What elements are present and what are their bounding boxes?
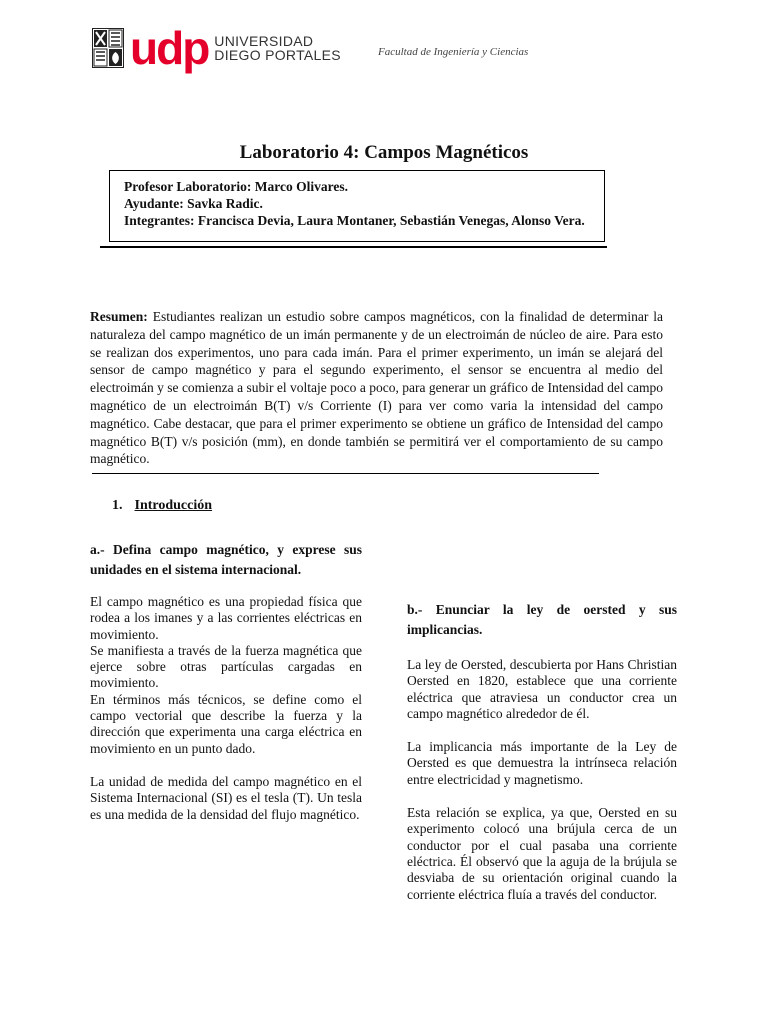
udp-wordmark: udp (130, 22, 209, 74)
section-title: Introducción (134, 498, 213, 513)
university-name-line2: DIEGO PORTALES (214, 47, 341, 63)
question-a-paragraph: Se manifiesta a través de la fuerza magnética que ejerce sobre otras partículas cargadas en movimiento. (90, 642, 362, 691)
question-a-paragraph: El campo magnético es una propiedad física que rodea a los imanes y a las corrientes eléctricas en movimiento. (90, 594, 362, 642)
university-name-line1: UNIVERSIDAD (214, 33, 314, 49)
assistant-line: Ayudante: Savka Radic. (124, 196, 263, 211)
section-heading (112, 498, 212, 514)
university-logo (92, 22, 341, 74)
faculty-name: Facultad de Ingeniería y Ciencias (378, 46, 529, 58)
question-b-paragraph: La ley de Oersted, descubierta por Hans Christian Oersted en 1820, establece que una corriente eléctrica que atraviesa un conductor crea un campo magnético alrededor de él. (407, 657, 677, 721)
abstract (90, 308, 663, 468)
members-line: Integrantes: Francisca Devia, Laura Montaner, Sebastián Venegas, Alonso Vera. (124, 213, 585, 228)
question-b-column (407, 600, 677, 903)
document-title: Laboratorio 4: Campos Magnéticos (239, 142, 529, 163)
question-a-paragraph: La unidad de medida del campo magnético en el Sistema Internacional (SI) es el tesla (T). Un tesla es una medida de la densidad del flujo magnético. (90, 773, 362, 822)
question-b-paragraph: Esta relación se explica, ya que, Oersted en su experimento colocó una brújula cerca de un conductor por el cual pasaba una corriente eléctrica. Él observó que la aguja de la brújula se desviaba de su orientación original cuando la corriente eléctrica fluía a través del conductor. (407, 805, 677, 902)
question-a-paragraph: En términos más técnicos, se define como el campo vectorial que describe la fuerza y la dirección que experimenta una carga eléctrica en movimiento en un punto dado. (90, 691, 362, 756)
abstract-label: Resumen: (90, 309, 148, 324)
section-number: 1. (112, 498, 123, 513)
title-divider (100, 246, 607, 248)
abstract-divider (92, 473, 599, 474)
question-b-heading: b.- Enunciar la ley de oersted y sus implicancias. (407, 602, 677, 637)
question-b-paragraph: La implicancia más importante de la Ley de Oersted es que demuestra la intrínseca relación entre electricidad y magnetismo. (407, 739, 677, 787)
question-a-heading: a.- Defina campo magnético, y exprese sus unidades en el sistema internacional. (90, 542, 362, 577)
question-a-column (90, 540, 362, 823)
abstract-text: Estudiantes realizan un estudio sobre campos magnéticos, con la finalidad de determinar la naturaleza del campo magnético de un imán permanente y de un electroimán de núcleo de aire. Para esto se realizan dos experimentos, uno para cada imán. Para el primer experimento, un imán se alejará del sensor de campo magnético y para el segundo experimento, el sensor se encuentra al medio del electroimán y se comienza a subir el voltaje poco a poco, para generar un gráfico de Intensidad del campo magnético de un electroimán B(T) v/s Corriente (I) para ver como varia la intensidad del campo magnético. Cabe destacar, que para el primer experimento se obtiene un gráfico de Intensidad del campo magnético B(T) v/s posición (mm), en donde también se permitirá ver el comportamiento de su campo magnético. (90, 309, 663, 467)
crest-icon (92, 28, 124, 68)
university-name (214, 34, 341, 62)
professor-line: Profesor Laboratorio: Marco Olivares. (124, 179, 348, 194)
authors-box (109, 170, 605, 242)
